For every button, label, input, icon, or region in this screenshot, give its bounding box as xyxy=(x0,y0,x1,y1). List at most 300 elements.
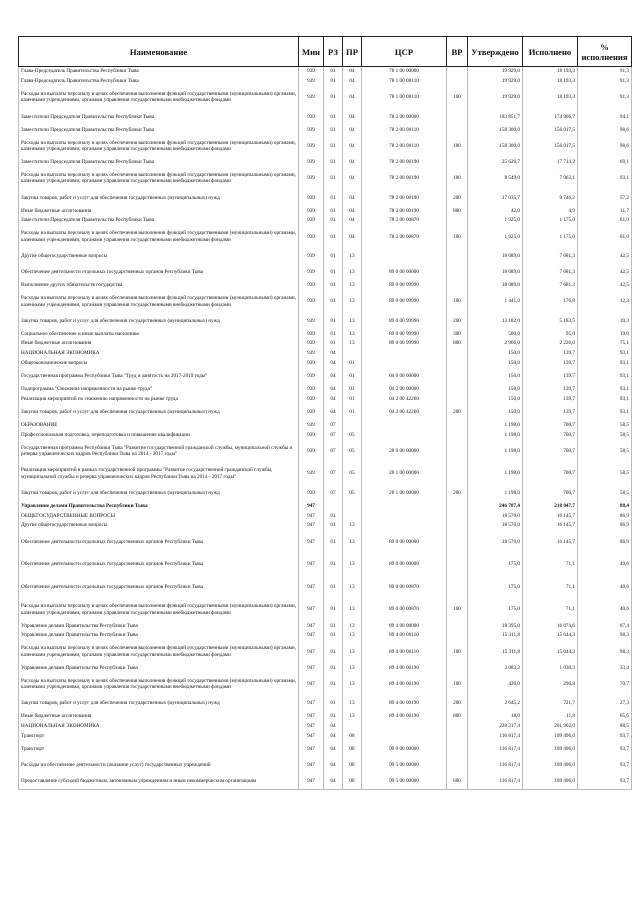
cell-vr: 100 xyxy=(447,167,468,190)
cell-csr: 78 1 00 00110 xyxy=(362,76,447,86)
cell-name: Социальное обеспечение и иные выплаты населению xyxy=(19,329,299,339)
cell-vr xyxy=(447,76,468,86)
cell-executed: 139,7 xyxy=(523,404,578,420)
cell-vr xyxy=(447,349,468,359)
cell-csr: 78 2 00 00110 xyxy=(362,135,447,158)
cell-min: 947 xyxy=(299,773,324,789)
cell-rz: 01 xyxy=(324,190,343,206)
cell-approved: 8 549,0 xyxy=(468,167,523,190)
cell-name: Заместители Председателя Правительства Республики Тыва xyxy=(19,216,299,226)
cell-percent: 58,5 xyxy=(578,430,632,440)
cell-csr: 89 0 00 00000 xyxy=(362,531,447,554)
cell-executed: 7 681,3 xyxy=(523,280,578,290)
cell-executed: 15 044,3 xyxy=(523,631,578,641)
cell-rz: 01 xyxy=(324,216,343,226)
cell-rz: 01 xyxy=(324,167,343,190)
cell-approved: 246 787,4 xyxy=(468,501,523,511)
cell-csr: 99 5 00 00000 xyxy=(362,773,447,789)
table-row xyxy=(19,216,632,226)
cell-pr xyxy=(343,349,362,359)
cell-pr: 13 xyxy=(343,663,362,673)
table-row xyxy=(19,631,632,641)
cell-percent: 40,6 xyxy=(578,553,632,576)
table-row xyxy=(19,420,632,430)
cell-min: 947 xyxy=(299,631,324,641)
cell-approved: 183 851,7 xyxy=(468,109,523,125)
cell-executed: 95,0 xyxy=(523,329,578,339)
cell-name: Обеспечение деятельности отдельных государственных органов Республики Тыва xyxy=(19,531,299,554)
cell-pr xyxy=(343,511,362,521)
cell-vr xyxy=(447,531,468,554)
cell-min: 939 xyxy=(299,440,324,463)
cell-csr: 78 1 00 00000 xyxy=(362,67,447,77)
cell-name: Глава-Председатель Правительства Республики Тыва xyxy=(19,67,299,77)
header-pr: ПР xyxy=(343,37,362,67)
cell-name: Глава-Председатель Правительства Республики Тыва xyxy=(19,76,299,86)
table-row xyxy=(19,695,632,711)
cell-approved: 13 182,0 xyxy=(468,313,523,329)
cell-approved: 116 817,4 xyxy=(468,757,523,773)
cell-vr: 100 xyxy=(447,598,468,621)
cell-approved: 3 083,2 xyxy=(468,663,523,673)
cell-executed: 18 193,3 xyxy=(523,86,578,109)
cell-vr xyxy=(447,521,468,531)
cell-percent: 33,4 xyxy=(578,663,632,673)
cell-pr: 13 xyxy=(343,248,362,264)
cell-approved: 19 929,0 xyxy=(468,86,523,109)
cell-pr: 08 xyxy=(343,757,362,773)
cell-pr: 08 xyxy=(343,731,362,741)
table-row xyxy=(19,206,632,216)
cell-csr: 04 2 00 42260 xyxy=(362,404,447,420)
cell-rz: 01 xyxy=(324,76,343,86)
cell-pr: 05 xyxy=(343,430,362,440)
cell-csr: 89 4 00 00110 xyxy=(362,640,447,663)
cell-percent: 57,2 xyxy=(578,190,632,206)
table-row xyxy=(19,553,632,576)
table-row xyxy=(19,485,632,501)
cell-csr: 78 2 00 00870 xyxy=(362,216,447,226)
cell-approved: 1 198,0 xyxy=(468,485,523,501)
cell-percent: 27,3 xyxy=(578,695,632,711)
header-vr: ВР xyxy=(447,37,468,67)
cell-csr: 78 1 00 00110 xyxy=(362,86,447,109)
cell-csr: 78 2 00 00190 xyxy=(362,206,447,216)
cell-vr: 100 xyxy=(447,290,468,313)
table-row xyxy=(19,621,632,631)
cell-name: ОБРАЗОВАНИЕ xyxy=(19,420,299,430)
cell-name: Транспорт xyxy=(19,731,299,741)
cell-csr: 89 4 00 00110 xyxy=(362,631,447,641)
cell-executed: 16 074,6 xyxy=(523,621,578,631)
cell-percent: 70,7 xyxy=(578,673,632,696)
cell-rz: 04 xyxy=(324,773,343,789)
cell-min: 947 xyxy=(299,663,324,673)
cell-name: Выполнение других обязательств государства xyxy=(19,280,299,290)
cell-percent: 40,6 xyxy=(578,598,632,621)
cell-name: Расходы на выплаты персоналу в целях обеспечения выполнения функций государственными (муниципальными) органами, казенными учреждениями, органами управления государственными внебюджетными фондами xyxy=(19,225,299,248)
cell-executed: 109 496,0 xyxy=(523,731,578,741)
cell-percent: 88,5 xyxy=(578,721,632,731)
cell-csr: 04 2 00 42260 xyxy=(362,394,447,404)
cell-rz: 07 xyxy=(324,440,343,463)
cell-vr xyxy=(447,663,468,673)
table-row xyxy=(19,404,632,420)
cell-name: Расходы на выплаты персоналу в целях обеспечения выполнения функций государственными (муниципальными) органами, казенными учреждениями, органами управления государственными внебюджетными фондами xyxy=(19,135,299,158)
cell-csr: 78 2 00 00190 xyxy=(362,190,447,206)
cell-csr: 89 0 00 00000 xyxy=(362,553,447,576)
cell-min: 939 xyxy=(299,264,324,280)
cell-rz: 01 xyxy=(324,86,343,109)
cell-approved: 1 198,0 xyxy=(468,420,523,430)
cell-rz: 04 xyxy=(324,757,343,773)
cell-percent: 19,0 xyxy=(578,329,632,339)
cell-csr: 89 4 00 00000 xyxy=(362,621,447,631)
cell-approved: 1 198,0 xyxy=(468,440,523,463)
cell-name: Управление делами Правительства Республики Тыва xyxy=(19,621,299,631)
cell-rz: 07 xyxy=(324,462,343,485)
cell-csr: 78 2 00 00190 xyxy=(362,157,447,167)
cell-percent: 93,1 xyxy=(578,358,632,368)
cell-csr: 89 4 00 00190 xyxy=(362,673,447,696)
cell-approved: 18 570,0 xyxy=(468,531,523,554)
cell-min: 947 xyxy=(299,640,324,663)
cell-pr: 13 xyxy=(343,621,362,631)
cell-executed: 700,7 xyxy=(523,440,578,463)
cell-name: Иные бюджетные ассигнования xyxy=(19,339,299,349)
cell-name: Расходы на выплаты персоналу в целях обеспечения выполнения функций государственными (муниципальными) органами, казенными учреждениями, органами управления государственными внебюджетными фондами xyxy=(19,640,299,663)
cell-percent: 93,1 xyxy=(578,404,632,420)
cell-percent: 91,3 xyxy=(578,76,632,86)
cell-csr xyxy=(362,248,447,264)
cell-percent: 93,7 xyxy=(578,773,632,789)
cell-csr xyxy=(362,430,447,440)
table-row xyxy=(19,440,632,463)
table-row xyxy=(19,430,632,440)
cell-executed: 218 047,7 xyxy=(523,501,578,511)
cell-name: Иные бюджетные ассигнования xyxy=(19,712,299,722)
cell-min: 947 xyxy=(299,712,324,722)
cell-executed: 71,1 xyxy=(523,598,578,621)
cell-csr xyxy=(362,420,447,430)
cell-percent: 93,7 xyxy=(578,741,632,757)
cell-vr: 600 xyxy=(447,773,468,789)
cell-min: 939 xyxy=(299,313,324,329)
cell-pr xyxy=(343,721,362,731)
cell-percent: 86,9 xyxy=(578,521,632,531)
cell-name: Закупка товаров, работ и услуг для обеспечения государственных (муниципальных) нужд xyxy=(19,404,299,420)
cell-rz: 01 xyxy=(324,695,343,711)
cell-pr: 08 xyxy=(343,773,362,789)
cell-csr: 28 1 00 00000 xyxy=(362,462,447,485)
cell-vr: 200 xyxy=(447,404,468,420)
table-row xyxy=(19,511,632,521)
cell-vr xyxy=(447,741,468,757)
cell-rz: 01 xyxy=(324,206,343,216)
cell-min: 939 xyxy=(299,485,324,501)
cell-percent: 98,3 xyxy=(578,631,632,641)
cell-percent: 65,6 xyxy=(578,712,632,722)
cell-min: 939 xyxy=(299,394,324,404)
cell-min: 947 xyxy=(299,531,324,554)
cell-executed: 700,7 xyxy=(523,430,578,440)
cell-rz: 01 xyxy=(324,576,343,599)
cell-executed: 18 193,3 xyxy=(523,67,578,77)
table-row xyxy=(19,125,632,135)
cell-csr xyxy=(362,349,447,359)
cell-csr: 89 0 00 00870 xyxy=(362,576,447,599)
cell-min: 939 xyxy=(299,462,324,485)
cell-min: 939 xyxy=(299,339,324,349)
cell-vr xyxy=(447,430,468,440)
cell-approved: 18 570,0 xyxy=(468,511,523,521)
cell-name: Государственная программа Республики Тыва "Труд и занятость на 2017-2019 годы" xyxy=(19,368,299,384)
cell-executed: 176,8 xyxy=(523,290,578,313)
cell-min: 939 xyxy=(299,67,324,77)
table-row xyxy=(19,531,632,554)
cell-csr xyxy=(362,521,447,531)
cell-csr: 89 0 00 99990 xyxy=(362,313,447,329)
cell-min: 947 xyxy=(299,695,324,711)
cell-name: Реализация мероприятий в рамках государственной программы "Развитие государственной гражданской службы, муниципальной службы и резерва управленческих кадров Республики Тыва на 2014 - 2017 годы" xyxy=(19,462,299,485)
cell-min: 939 xyxy=(299,420,324,430)
cell-vr xyxy=(447,501,468,511)
cell-percent: 11,7 xyxy=(578,206,632,216)
cell-executed: 139,7 xyxy=(523,349,578,359)
table-row xyxy=(19,384,632,394)
cell-name: Управление делами Правительства Республики Тыва xyxy=(19,663,299,673)
cell-percent: 40,6 xyxy=(578,576,632,599)
cell-percent: 61,0 xyxy=(578,225,632,248)
cell-approved: 116 817,4 xyxy=(468,741,523,757)
cell-vr xyxy=(447,358,468,368)
cell-min: 939 xyxy=(299,190,324,206)
cell-min: 939 xyxy=(299,290,324,313)
cell-rz: 01 xyxy=(324,109,343,125)
cell-rz: 01 xyxy=(324,511,343,521)
cell-name: Профессиональная подготовка, переподготовка и повышение квалификации xyxy=(19,430,299,440)
header-min: Мин xyxy=(299,37,324,67)
cell-name: Транспорт xyxy=(19,741,299,757)
cell-vr: 100 xyxy=(447,135,468,158)
cell-min: 939 xyxy=(299,430,324,440)
cell-pr: 13 xyxy=(343,673,362,696)
cell-approved: 420,0 xyxy=(468,673,523,696)
cell-rz: 07 xyxy=(324,430,343,440)
cell-csr: 78 2 00 00870 xyxy=(362,225,447,248)
cell-approved: 150,0 xyxy=(468,349,523,359)
cell-min: 939 xyxy=(299,349,324,359)
cell-pr: 13 xyxy=(343,695,362,711)
cell-csr: 99 0 00 00000 xyxy=(362,741,447,757)
cell-percent: 58,5 xyxy=(578,420,632,430)
cell-rz: 01 xyxy=(324,673,343,696)
cell-vr xyxy=(447,440,468,463)
cell-percent: 91,3 xyxy=(578,67,632,77)
cell-approved: 18 089,0 xyxy=(468,248,523,264)
cell-executed: 16 145,7 xyxy=(523,521,578,531)
cell-min: 939 xyxy=(299,86,324,109)
table-row xyxy=(19,462,632,485)
cell-executed: 700,7 xyxy=(523,462,578,485)
cell-csr xyxy=(362,731,447,741)
cell-executed: 16 145,7 xyxy=(523,531,578,554)
cell-name: Государственная программа Республики Тыва "Развитие государственной гражданской службы, муниципальной службы и резерва управленческих кадров Республики Тыва на 2014 - 2017 годы" xyxy=(19,440,299,463)
cell-percent: 94,1 xyxy=(578,109,632,125)
cell-pr: 13 xyxy=(343,339,362,349)
cell-rz: 01 xyxy=(324,135,343,158)
cell-approved: 18 089,0 xyxy=(468,264,523,280)
table-row xyxy=(19,290,632,313)
cell-csr: 89 0 00 00870 xyxy=(362,598,447,621)
cell-name: Обеспечение деятельности отдельных государственных органов Республики Тыва xyxy=(19,553,299,576)
cell-csr: 89 0 00 00000 xyxy=(362,264,447,280)
cell-executed: 7 963,1 xyxy=(523,167,578,190)
cell-approved: 150,0 xyxy=(468,368,523,384)
cell-vr xyxy=(447,109,468,125)
cell-executed: 2 226,0 xyxy=(523,339,578,349)
cell-vr xyxy=(447,757,468,773)
cell-name: Другие общегосударственные вопросы xyxy=(19,248,299,264)
table-row xyxy=(19,313,632,329)
cell-rz: 04 xyxy=(324,404,343,420)
cell-pr: 04 xyxy=(343,206,362,216)
cell-approved: 228 217,4 xyxy=(468,721,523,731)
cell-vr xyxy=(447,125,468,135)
cell-pr: 04 xyxy=(343,76,362,86)
cell-percent: 88,4 xyxy=(578,501,632,511)
cell-percent: 98,3 xyxy=(578,640,632,663)
table-row xyxy=(19,329,632,339)
cell-executed: 201 902,0 xyxy=(523,721,578,731)
cell-executed: 156 017,5 xyxy=(523,135,578,158)
cell-vr xyxy=(447,384,468,394)
table-row xyxy=(19,190,632,206)
cell-percent: 42,5 xyxy=(578,280,632,290)
cell-approved: 500,0 xyxy=(468,329,523,339)
table-row xyxy=(19,721,632,731)
cell-vr: 200 xyxy=(447,313,468,329)
cell-percent: 58,5 xyxy=(578,440,632,463)
cell-min: 947 xyxy=(299,598,324,621)
cell-pr: 13 xyxy=(343,631,362,641)
table-row xyxy=(19,135,632,158)
table-row xyxy=(19,167,632,190)
cell-approved: 19 929,0 xyxy=(468,67,523,77)
cell-vr xyxy=(447,394,468,404)
cell-csr: 89 0 00 99990 xyxy=(362,329,447,339)
cell-min: 947 xyxy=(299,757,324,773)
table-row xyxy=(19,521,632,531)
cell-min: 939 xyxy=(299,368,324,384)
cell-executed: 9 746,2 xyxy=(523,190,578,206)
header-approved: Утверждено xyxy=(468,37,523,67)
cell-name: Общеэкономические вопросы xyxy=(19,358,299,368)
cell-vr: 300 xyxy=(447,329,468,339)
cell-min: 947 xyxy=(299,673,324,696)
cell-pr: 01 xyxy=(343,384,362,394)
cell-name: НАЦИОНАЛЬНАЯ ЭКОНОМИКА xyxy=(19,349,299,359)
cell-percent: 98,6 xyxy=(578,135,632,158)
cell-vr: 100 xyxy=(447,640,468,663)
cell-percent: 58,5 xyxy=(578,462,632,485)
cell-name: Управление делами Правительства Республики Тыва xyxy=(19,501,299,511)
cell-csr: 89 0 00 99990 xyxy=(362,339,447,349)
cell-min: 939 xyxy=(299,225,324,248)
cell-min: 939 xyxy=(299,404,324,420)
cell-pr: 04 xyxy=(343,190,362,206)
cell-csr: 89 4 00 00190 xyxy=(362,712,447,722)
cell-min: 939 xyxy=(299,135,324,158)
cell-pr: 08 xyxy=(343,741,362,757)
cell-vr xyxy=(447,631,468,641)
cell-approved: 158 300,0 xyxy=(468,125,523,135)
cell-rz: 04 xyxy=(324,721,343,731)
cell-executed: 71,1 xyxy=(523,576,578,599)
cell-approved: 1 441,0 xyxy=(468,290,523,313)
cell-pr: 13 xyxy=(343,640,362,663)
table-row xyxy=(19,157,632,167)
cell-approved: 18 089,0 xyxy=(468,280,523,290)
cell-name: Управление делами Правительства Республики Тыва xyxy=(19,631,299,641)
cell-vr: 800 xyxy=(447,712,468,722)
cell-pr: 04 xyxy=(343,86,362,109)
cell-approved: 1 925,0 xyxy=(468,225,523,248)
cell-rz: 04 xyxy=(324,394,343,404)
cell-executed: 139,7 xyxy=(523,358,578,368)
cell-approved: 1 198,0 xyxy=(468,462,523,485)
cell-rz: 01 xyxy=(324,125,343,135)
cell-rz: 01 xyxy=(324,157,343,167)
header-executed: Исполнено xyxy=(523,37,578,67)
table-row xyxy=(19,358,632,368)
table-row xyxy=(19,773,632,789)
cell-pr: 04 xyxy=(343,167,362,190)
cell-percent: 42,5 xyxy=(578,264,632,280)
cell-executed: 18 193,3 xyxy=(523,76,578,86)
cell-name: Закупка товаров, работ и услуг для обеспечения государственных (муниципальных) нужд xyxy=(19,695,299,711)
cell-rz: 04 xyxy=(324,368,343,384)
cell-executed: 109 496,0 xyxy=(523,741,578,757)
cell-approved: 2 645,2 xyxy=(468,695,523,711)
table-row xyxy=(19,757,632,773)
cell-min: 947 xyxy=(299,621,324,631)
cell-approved: 1 925,0 xyxy=(468,216,523,226)
table-row xyxy=(19,640,632,663)
cell-rz: 01 xyxy=(324,280,343,290)
cell-percent: 98,6 xyxy=(578,125,632,135)
cell-pr: 04 xyxy=(343,109,362,125)
cell-approved: 19 929,0 xyxy=(468,76,523,86)
cell-rz: 04 xyxy=(324,349,343,359)
table-row xyxy=(19,368,632,384)
cell-executed: 700,7 xyxy=(523,485,578,501)
cell-min: 947 xyxy=(299,741,324,757)
cell-approved: 42,0 xyxy=(468,206,523,216)
cell-executed: 1 175,0 xyxy=(523,225,578,248)
cell-rz: 01 xyxy=(324,531,343,554)
cell-min: 947 xyxy=(299,553,324,576)
cell-pr: 01 xyxy=(343,404,362,420)
cell-rz: 04 xyxy=(324,731,343,741)
cell-name: Предоставление субсидий бюджетным, автономным учреждениям и иным некоммерческим организациям xyxy=(19,773,299,789)
cell-pr: 01 xyxy=(343,368,362,384)
table-row xyxy=(19,280,632,290)
cell-csr: 28 0 00 00000 xyxy=(362,440,447,463)
table-row xyxy=(19,673,632,696)
cell-rz: 07 xyxy=(324,485,343,501)
budget-report-sheet xyxy=(18,36,631,790)
